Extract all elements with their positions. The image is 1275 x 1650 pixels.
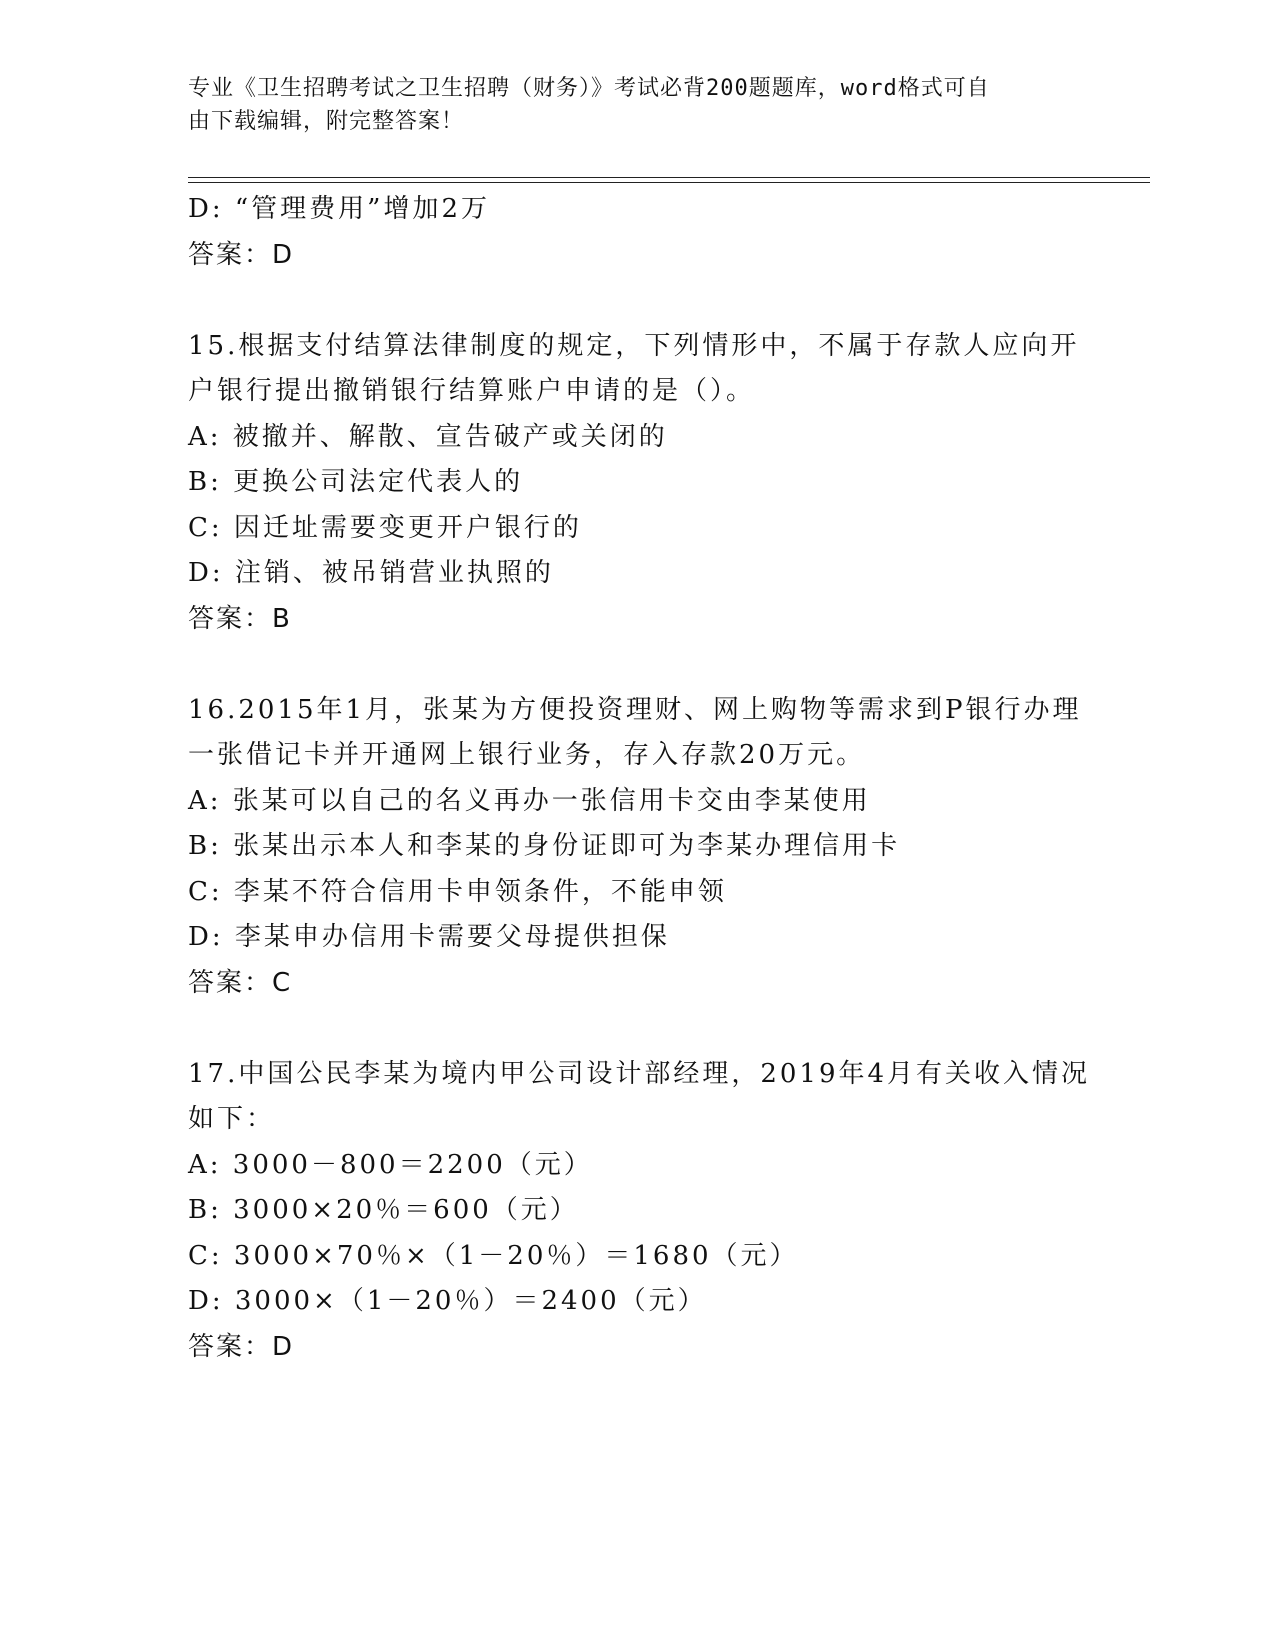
- option-a: A: 3000－800＝2200（元）: [188, 1149, 593, 1180]
- answer: 答案：D: [188, 1331, 295, 1362]
- question-stem: 如下：: [188, 1104, 276, 1134]
- option-c: C: 因迁址需要变更开户银行的: [188, 512, 582, 543]
- spacer: [188, 278, 1088, 324]
- option-b: B: 3000×20％＝600（元）: [188, 1195, 579, 1225]
- question-stem: 16.2015年1月，张某为方便投资理财、网上购物等需求到P银行办理: [188, 694, 1082, 725]
- question-stem: 17.中国公民李某为境内甲公司设计部经理，2019年4月有关收入情况: [188, 1058, 1091, 1089]
- option-c: C: 3000×70％×（1－20％）＝1680（元）: [188, 1240, 799, 1271]
- document-header: [188, 72, 1068, 138]
- question-17: [188, 1052, 1091, 1371]
- option-d: D: 注销、被吊销营业执照的: [188, 558, 554, 588]
- spacer: [188, 642, 1088, 688]
- question-16: [188, 688, 1088, 1007]
- option-c: C: 李某不符合信用卡申领条件，不能申领: [188, 876, 727, 907]
- header-divider-bottom: [188, 182, 1150, 183]
- option-a: A: 张某可以自己的名义再办一张信用卡交由李某使用: [188, 785, 871, 816]
- question-stem: 一张借记卡并开通网上银行业务，存入存款20万元。: [188, 740, 866, 770]
- question-stem: 15.根据支付结算法律制度的规定，下列情形中，不属于存款人应向开: [188, 330, 1080, 361]
- answer: 答案：D: [188, 239, 295, 270]
- header-title-line-2: 由下载编辑，附完整答案！: [188, 109, 465, 134]
- option-b: B: 更换公司法定代表人的: [188, 467, 524, 497]
- answer: 答案：C: [188, 967, 293, 998]
- question-15: [188, 324, 1088, 643]
- question-list: [188, 187, 1091, 1370]
- previous-question-tail: [188, 187, 1088, 278]
- answer: 答案：B: [188, 603, 292, 634]
- question-stem: 户银行提出撤销银行结算账户申请的是（）。: [188, 376, 756, 406]
- header-title-line-1: 专业《卫生招聘考试之卫生招聘（财务）》考试必背200题题库，word格式可自: [188, 76, 990, 101]
- option-d: D: 3000×（1－20％）＝2400（元）: [188, 1286, 707, 1316]
- spacer: [188, 1006, 1088, 1052]
- option-d: D: 李某申办信用卡需要父母提供担保: [188, 922, 670, 952]
- option-b: B: 张某出示本人和李某的身份证即可为李某办理信用卡: [188, 831, 901, 861]
- option-a: A: 被撤并、解散、宣告破产或关闭的: [188, 421, 668, 452]
- header-divider-top: [188, 177, 1150, 178]
- option-d: D: “管理费用”增加2万: [188, 194, 490, 224]
